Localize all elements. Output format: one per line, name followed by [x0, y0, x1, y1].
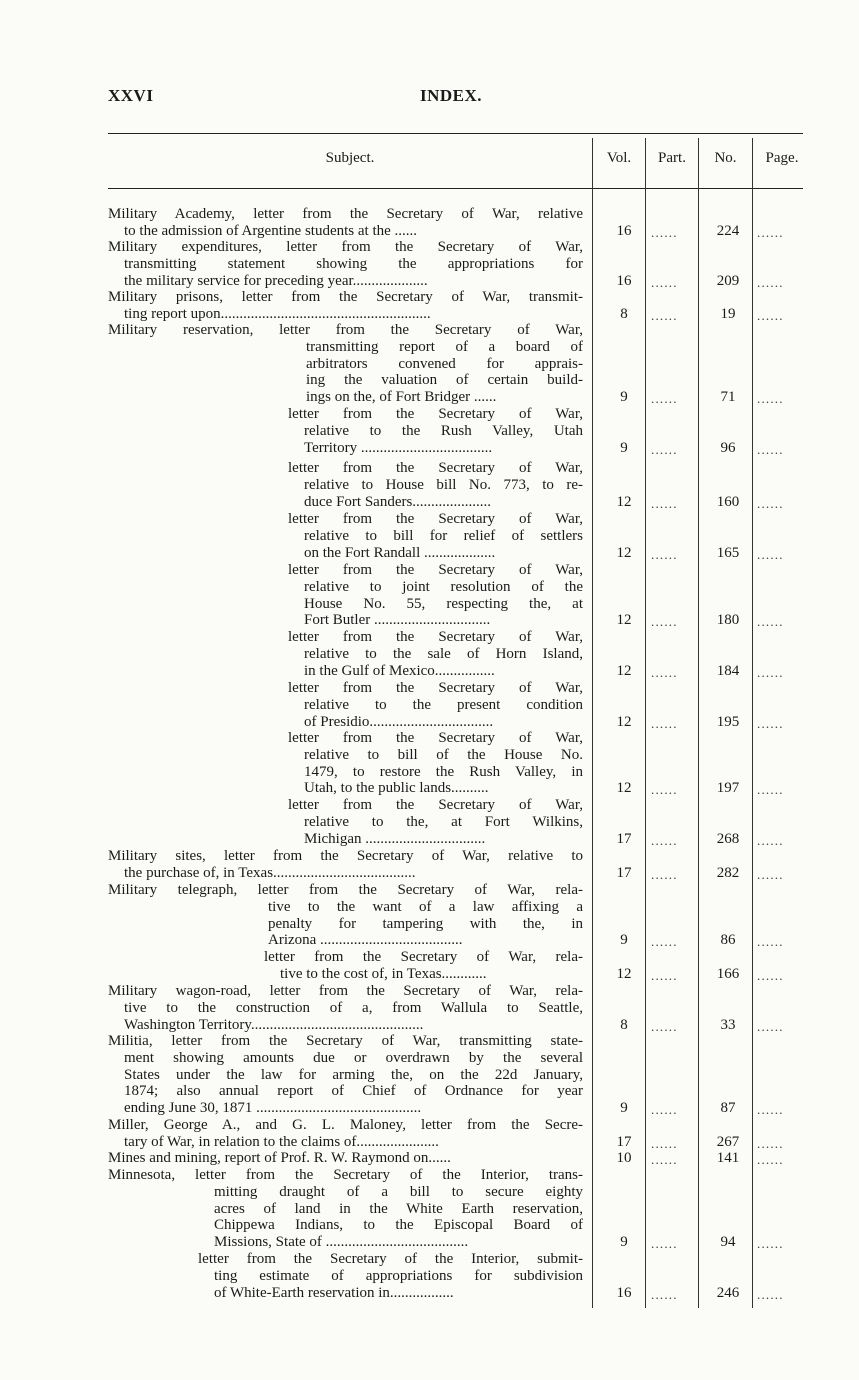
- part-placeholder: ......: [651, 614, 678, 630]
- part-placeholder: ......: [651, 1102, 678, 1118]
- page-placeholder: ......: [757, 1152, 784, 1167]
- entry-text-line: Militia, letter from the Secretary of War, transmitting state-: [108, 1033, 583, 1049]
- entry-text-line: duce Fort Sanders.....................: [304, 493, 492, 510]
- entry-text-line: relative to joint resolution of the: [304, 578, 583, 595]
- page-number: XXVI: [108, 86, 154, 105]
- part-placeholder: ......: [651, 967, 678, 983]
- entry-text-line: mitting draught of a bill to secure eighty: [214, 1183, 583, 1200]
- entry-text-line: relative to bill for relief of settlers: [304, 527, 583, 544]
- column-header-vol: Vol.: [606, 150, 632, 166]
- entry-text-line: ting report upon........................................................: [124, 305, 431, 322]
- vol-cell: 16: [616, 272, 632, 289]
- vol-cell: 9: [620, 389, 628, 406]
- index-entry: [288, 797, 583, 847]
- index-entry: [108, 289, 583, 323]
- entry-text-line: Fort Butler ...............................: [304, 612, 491, 629]
- entry-text-line: Military prisons, letter from the Secretary of War, transmit-: [108, 289, 583, 305]
- entry-text-line: relative to the sale of Horn Island,: [304, 645, 583, 662]
- vol-cell: 12: [616, 544, 632, 561]
- number-cell: 160: [716, 493, 740, 510]
- number-cell: 268: [716, 830, 740, 847]
- part-placeholder: ......: [651, 866, 678, 882]
- column-divider-no: [698, 138, 699, 1308]
- page-placeholder: ......: [757, 866, 784, 882]
- number-cell: 165: [716, 544, 740, 561]
- number-cell: 224: [716, 222, 740, 239]
- page-header: [108, 86, 803, 110]
- entry-text-line: relative to bill of the House No.: [304, 746, 583, 763]
- part-placeholder: ......: [651, 546, 678, 562]
- number-cell: 197: [716, 780, 740, 797]
- vol-cell: 9: [620, 1100, 628, 1117]
- part-placeholder: ......: [651, 832, 678, 848]
- entry-text-line: Miller, George A., and G. L. Maloney, letter from the Secre-: [108, 1117, 583, 1133]
- vol-cell: 9: [620, 1234, 628, 1251]
- entry-text-line: letter from the Secretary of War,: [288, 562, 583, 578]
- entry-text-line: ings on the, of Fort Bridger ......: [306, 389, 497, 406]
- entry-text-line: tive to the want of a law affixing a: [268, 898, 583, 915]
- entry-text-line: ing the valuation of certain build-: [306, 372, 583, 389]
- vol-cell: 12: [616, 965, 632, 982]
- entry-text-line: ending June 30, 1871 ............................................: [124, 1100, 422, 1117]
- entry-text-line: tive to the construction of a, from Wallula to Seattle,: [124, 999, 583, 1016]
- entry-text-line: ting estimate of appropriations for subdivision: [214, 1267, 583, 1284]
- entry-text-line: letter from the Secretary of War,: [288, 629, 583, 645]
- entry-text-line: arbitrators convened for apprais-: [306, 355, 583, 372]
- entry-text-line: Military expenditures, letter from the Secretary of War,: [108, 239, 583, 255]
- entry-text-line: the purchase of, in Texas......................................: [124, 864, 416, 881]
- entry-text-line: 1874; also annual report of Chief of Ordnance for year: [124, 1083, 583, 1100]
- entry-text-line: ment showing amounts due or overdrawn by the several: [124, 1049, 583, 1066]
- index-entry: [288, 511, 583, 561]
- vol-cell: 17: [616, 864, 632, 881]
- column-header-no: No.: [714, 150, 737, 166]
- entry-text-line: of Presidio.................................: [304, 713, 494, 730]
- page-placeholder: ......: [757, 274, 784, 290]
- index-entry: [288, 406, 583, 456]
- number-cell: 33: [720, 1016, 736, 1033]
- number-cell: 246: [716, 1284, 740, 1301]
- page-placeholder: ......: [757, 307, 784, 323]
- number-cell: 71: [720, 389, 736, 406]
- number-cell: 209: [716, 272, 740, 289]
- index-entry: [108, 322, 583, 406]
- page-placeholder: ......: [757, 664, 784, 680]
- part-placeholder: ......: [651, 1236, 678, 1252]
- index-entry: [288, 730, 583, 797]
- number-cell: 19: [720, 305, 736, 322]
- part-placeholder: ......: [651, 664, 678, 680]
- index-entry: [108, 1033, 583, 1117]
- number-cell: 96: [720, 439, 736, 456]
- part-placeholder: ......: [651, 307, 678, 323]
- column-header-page: Page.: [765, 150, 799, 166]
- entry-text-line: on the Fort Randall ...................: [304, 544, 496, 561]
- entry-text-line: Missions, State of ......................................: [214, 1234, 469, 1251]
- page-placeholder: ......: [757, 495, 784, 511]
- index-entry: [264, 949, 583, 983]
- index-entry: [108, 239, 583, 289]
- page-title: INDEX.: [420, 86, 483, 105]
- vol-cell: 8: [620, 305, 628, 322]
- vol-cell: 12: [616, 662, 632, 679]
- entry-text-line: letter from the Secretary of War,: [288, 797, 583, 813]
- entry-text-line: Territory ...................................: [304, 439, 493, 456]
- entry-text-line: letter from the Secretary of War,: [288, 511, 583, 527]
- number-cell: 94: [720, 1234, 736, 1251]
- entry-text-line: relative to the present condition: [304, 696, 583, 713]
- index-entry: [108, 983, 583, 1033]
- number-cell: 267: [716, 1133, 740, 1150]
- page-placeholder: ......: [757, 1135, 784, 1151]
- entry-text-line: letter from the Secretary of War,: [288, 680, 583, 696]
- page-placeholder: ......: [757, 1102, 784, 1118]
- vol-cell: 17: [616, 830, 632, 847]
- number-cell: 141: [716, 1150, 740, 1166]
- vol-cell: 9: [620, 439, 628, 456]
- number-cell: 184: [716, 662, 740, 679]
- column-header-part: Part.: [658, 150, 686, 166]
- entry-text-line: Military sites, letter from the Secretary of War, relative to: [108, 848, 583, 864]
- vol-cell: 12: [616, 780, 632, 797]
- index-entry: [108, 1117, 583, 1151]
- part-placeholder: ......: [651, 274, 678, 290]
- index-entry: [288, 629, 583, 679]
- page-placeholder: ......: [757, 391, 784, 407]
- part-placeholder: ......: [651, 1018, 678, 1034]
- index-entry: [198, 1251, 583, 1301]
- vol-cell: 8: [620, 1016, 628, 1033]
- entry-text-line: Military telegraph, letter from the Secretary of War, rela-: [108, 882, 583, 898]
- entry-text-line: Utah, to the public lands..........: [304, 780, 489, 797]
- page-placeholder: ......: [757, 832, 784, 848]
- vol-cell: 16: [616, 1284, 632, 1301]
- entry-text-line: transmitting report of a board of: [306, 338, 583, 355]
- column-divider-vol: [592, 138, 593, 1308]
- part-placeholder: ......: [651, 441, 678, 457]
- entry-text-line: the military service for preceding year....................: [124, 272, 428, 289]
- entry-text-line: in the Gulf of Mexico................: [304, 662, 495, 679]
- entry-text-line: Mines and mining, report of Prof. R. W. Raymond on......: [108, 1150, 451, 1166]
- page-placeholder: ......: [757, 1018, 784, 1034]
- vol-cell: 12: [616, 612, 632, 629]
- page-placeholder: ......: [757, 546, 784, 562]
- vol-cell: 10: [616, 1150, 632, 1166]
- entry-text-line: Michigan ................................: [304, 830, 486, 847]
- vol-cell: 12: [616, 493, 632, 510]
- entry-text-line: letter from the Secretary of War,: [288, 730, 583, 746]
- entry-text-line: relative to House bill No. 773, to re-: [304, 476, 583, 493]
- index-entry: [108, 1167, 583, 1251]
- part-placeholder: ......: [651, 1135, 678, 1151]
- page-placeholder: ......: [757, 782, 784, 798]
- page-placeholder: ......: [757, 224, 784, 240]
- number-cell: 282: [716, 864, 740, 881]
- page-placeholder: ......: [757, 934, 784, 950]
- entry-text-line: letter from the Secretary of War, rela-: [264, 949, 583, 965]
- entry-text-line: Minnesota, letter from the Secretary of the Interior, trans-: [108, 1167, 583, 1183]
- entry-text-line: 1479, to restore the Rush Valley, in: [304, 763, 583, 780]
- vol-cell: 12: [616, 713, 632, 730]
- part-placeholder: ......: [651, 391, 678, 407]
- entry-text-line: Military wagon-road, letter from the Secretary of War, rela-: [108, 983, 583, 999]
- vol-cell: 17: [616, 1133, 632, 1150]
- index-entry: [288, 460, 583, 510]
- number-cell: 180: [716, 612, 740, 629]
- entry-text-line: letter from the Secretary of War,: [288, 460, 583, 476]
- entry-text-line: Military reservation, letter from the Secretary of War,: [108, 322, 583, 338]
- number-cell: 86: [720, 932, 736, 949]
- entry-text-line: acres of land in the White Earth reservation,: [214, 1200, 583, 1217]
- part-placeholder: ......: [651, 1286, 678, 1302]
- entry-text-line: transmitting statement showing the appropriations for: [124, 255, 583, 272]
- part-placeholder: ......: [651, 224, 678, 240]
- part-placeholder: ......: [651, 495, 678, 511]
- index-entry: [288, 680, 583, 730]
- entry-text-line: of White-Earth reservation in.................: [214, 1284, 454, 1301]
- part-placeholder: ......: [651, 782, 678, 798]
- number-cell: 195: [716, 713, 740, 730]
- entry-text-line: States under the law for arming the, on the 22d January,: [124, 1066, 583, 1083]
- number-cell: 166: [716, 965, 740, 982]
- entry-text-line: Chippewa Indians, to the Episcopal Board of: [214, 1217, 583, 1234]
- page-placeholder: ......: [757, 441, 784, 457]
- page-placeholder: ......: [757, 967, 784, 983]
- vol-cell: 9: [620, 932, 628, 949]
- entry-text-line: to the admission of Argentine students at the ......: [124, 222, 418, 239]
- page-placeholder: ......: [757, 715, 784, 731]
- part-placeholder: ......: [651, 715, 678, 731]
- index-entry: [108, 882, 583, 949]
- page-placeholder: ......: [757, 614, 784, 630]
- entry-text-line: letter from the Secretary of the Interior, submit-: [198, 1251, 583, 1267]
- index-entry: [288, 562, 583, 629]
- page-placeholder: ......: [757, 1286, 784, 1302]
- number-cell: 87: [720, 1100, 736, 1117]
- entry-text-line: tive to the cost of, in Texas............: [280, 965, 487, 982]
- top-rule: [108, 133, 803, 134]
- entry-text-line: penalty for tampering with the, in: [268, 915, 583, 932]
- part-placeholder: ......: [651, 1152, 678, 1167]
- entry-text-line: tary of War, in relation to the claims of......................: [124, 1133, 439, 1150]
- entry-text-line: House No. 55, respecting the, at: [304, 595, 583, 612]
- page-placeholder: ......: [757, 1236, 784, 1252]
- column-header-subject: Subject.: [325, 150, 375, 166]
- index-entry: [108, 848, 583, 882]
- entry-text-line: relative to the, at Fort Wilkins,: [304, 813, 583, 830]
- entry-text-line: Military Academy, letter from the Secretary of War, relative: [108, 206, 583, 222]
- index-entry: [108, 1150, 583, 1167]
- entry-text-line: relative to the Rush Valley, Utah: [304, 422, 583, 439]
- entry-text-line: letter from the Secretary of War,: [288, 406, 583, 422]
- entry-text-line: Arizona ......................................: [268, 932, 463, 949]
- vol-cell: 16: [616, 222, 632, 239]
- index-entry: [108, 206, 583, 240]
- entry-text-line: Washington Territory..............................................: [124, 1016, 424, 1033]
- part-placeholder: ......: [651, 934, 678, 950]
